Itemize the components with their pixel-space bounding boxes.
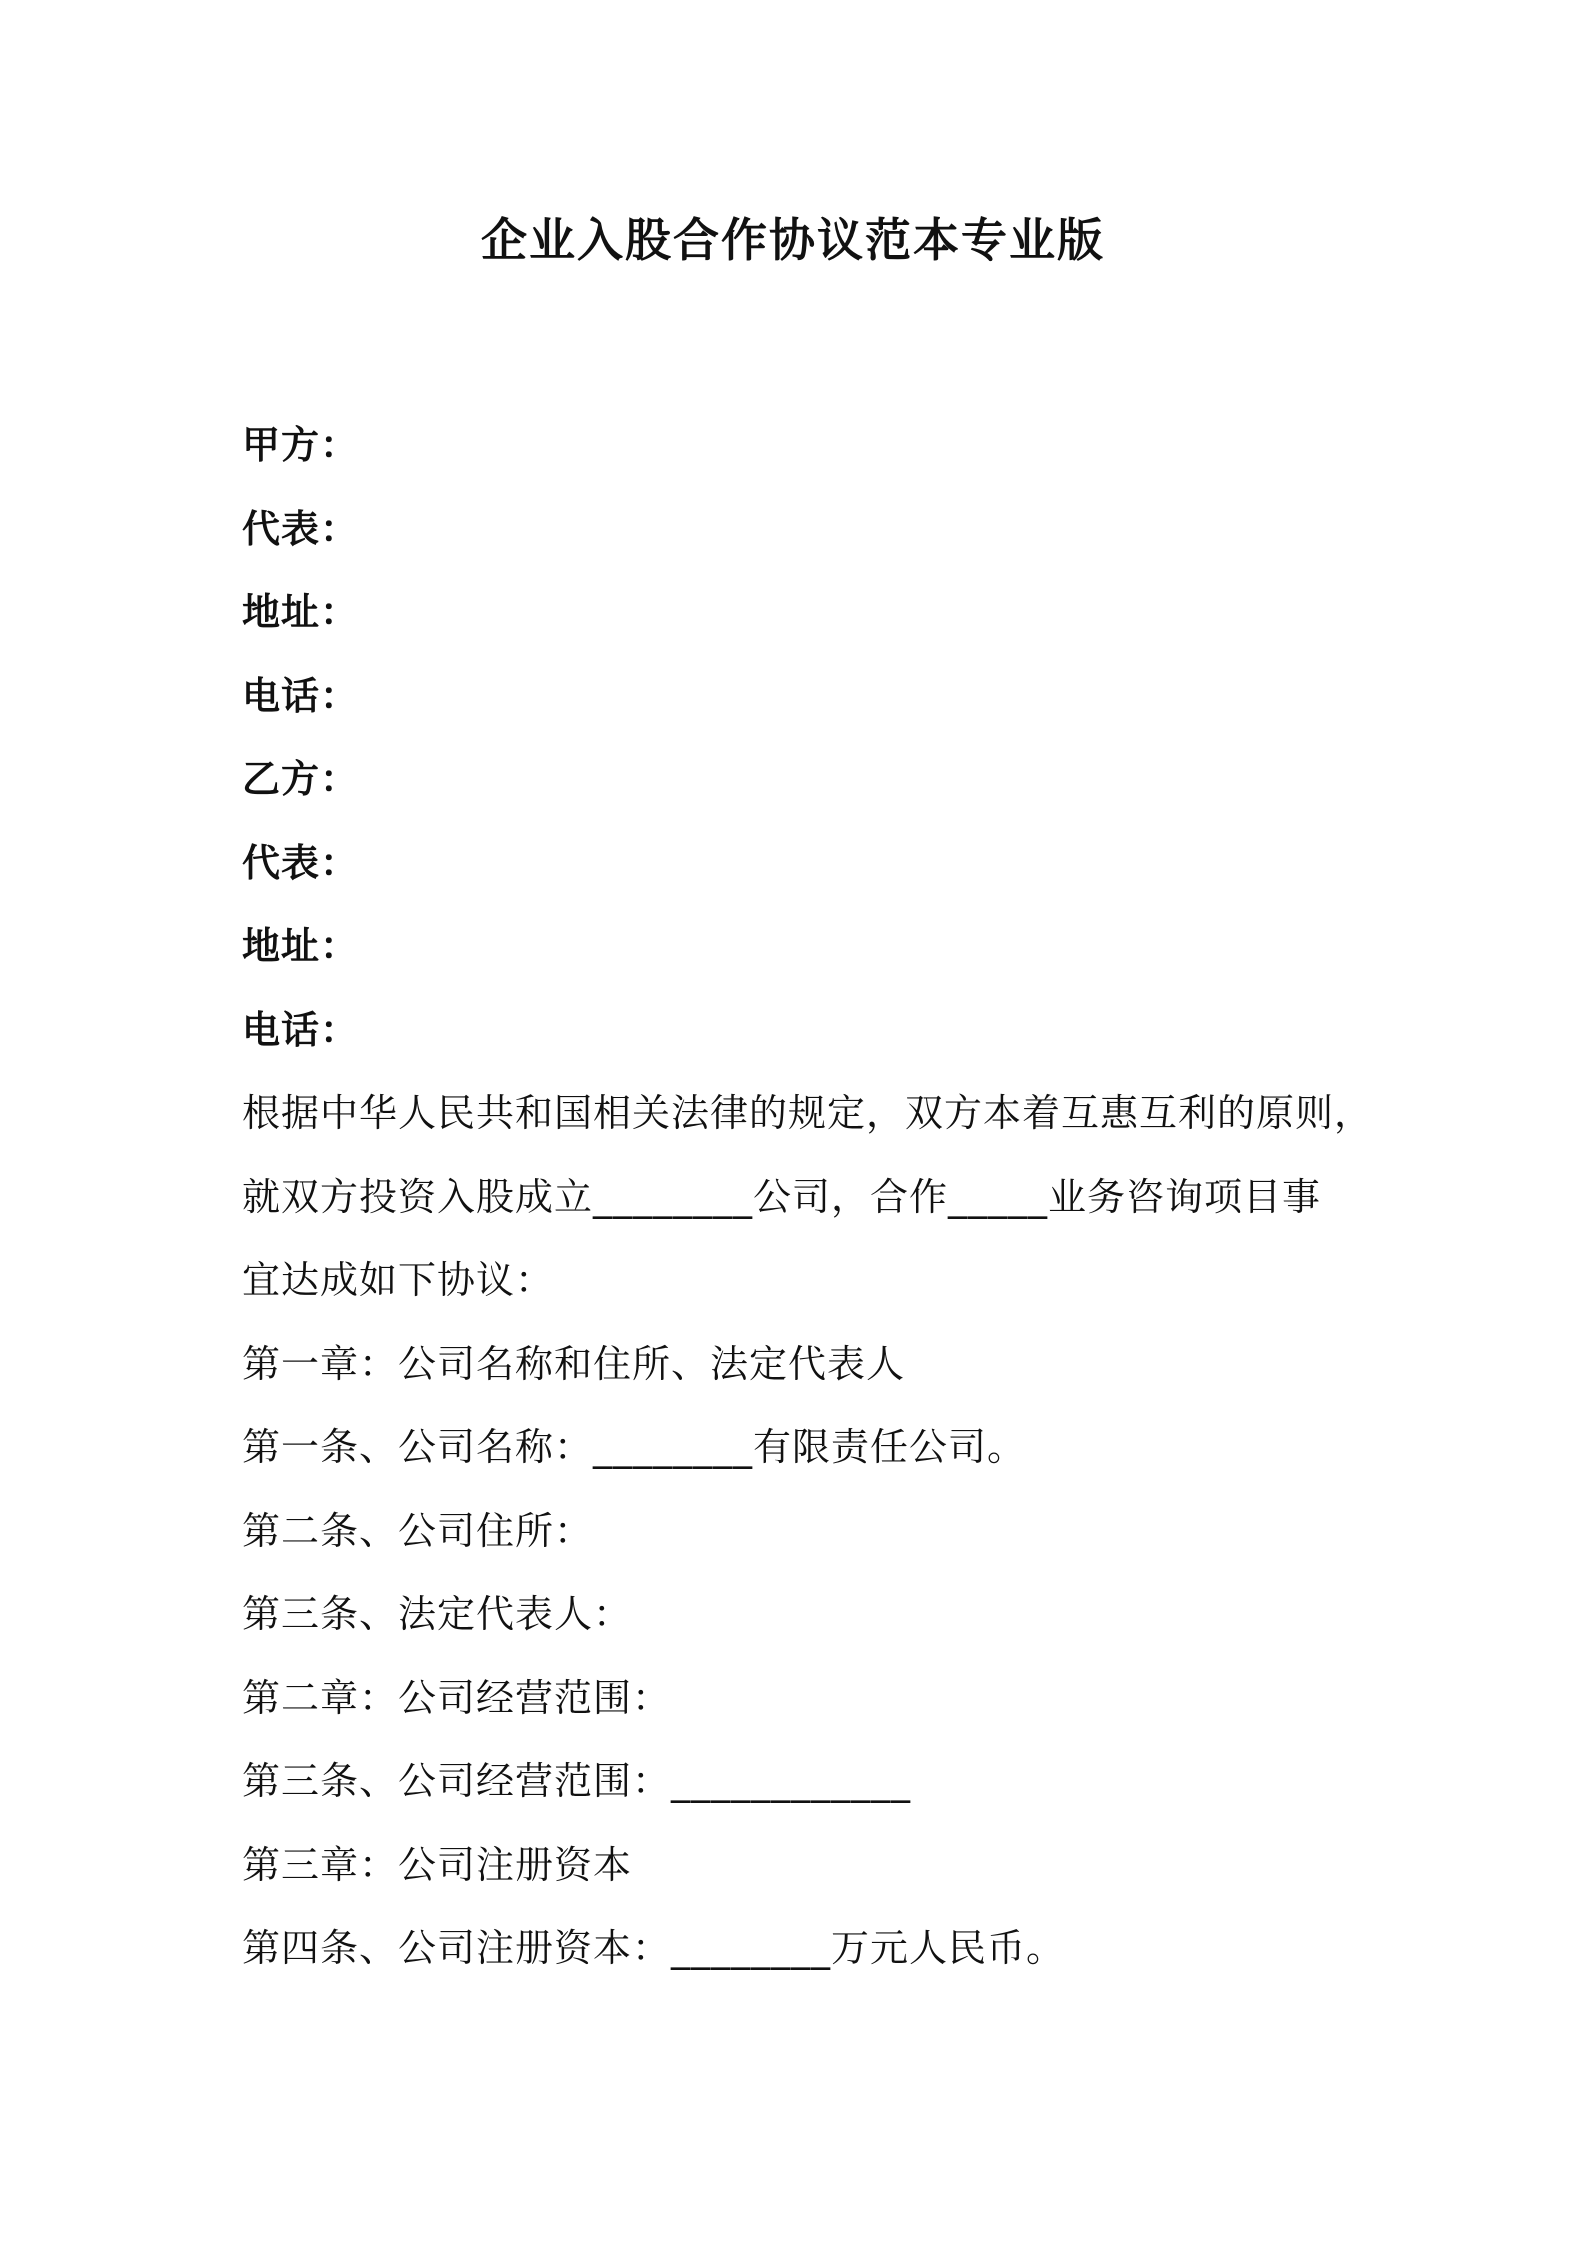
chapter-1-heading: 第一章：公司名称和住所、法定代表人 [242,1341,906,1386]
party-a-address-label: 地址： [242,590,360,634]
party-a-representative-label: 代表： [242,506,360,551]
party-b-label: 乙方： [242,757,360,801]
party-b-address-label: 地址： [242,924,360,968]
party-a-label: 甲方： [242,423,360,467]
document-title: 企业入股合作协议范本专业版 [481,213,1105,267]
preamble-line-1: 根据中华人民共和国相关法律的规定，双方本着互惠互利的原则， [242,1091,1374,1135]
document-body [242,404,1374,1991]
article-4-registered-capital: 第四条、公司注册资本：________万元人民币。 [242,1926,1066,1970]
preamble-line-2: 就双方投资入股成立________公司，合作_____业务咨询项目事 [242,1174,1322,1219]
chapter-2-heading: 第二章：公司经营范围： [242,1675,672,1720]
preamble-line-3: 宜达成如下协议： [242,1258,555,1302]
article-3-legal-representative: 第三条、法定代表人： [242,1592,633,1636]
article-2-company-address: 第二条、公司住所： [242,1508,594,1553]
chapter-3-heading: 第三章：公司注册资本 [242,1842,633,1887]
party-a-phone-label: 电话： [242,673,360,718]
article-3-business-scope: 第三条、公司经营范围：____________ [242,1759,912,1803]
article-1-company-name: 第一条、公司名称：________有限责任公司。 [242,1425,1027,1469]
party-b-phone-label: 电话： [242,1007,360,1052]
party-b-representative-label: 代表： [242,840,360,885]
